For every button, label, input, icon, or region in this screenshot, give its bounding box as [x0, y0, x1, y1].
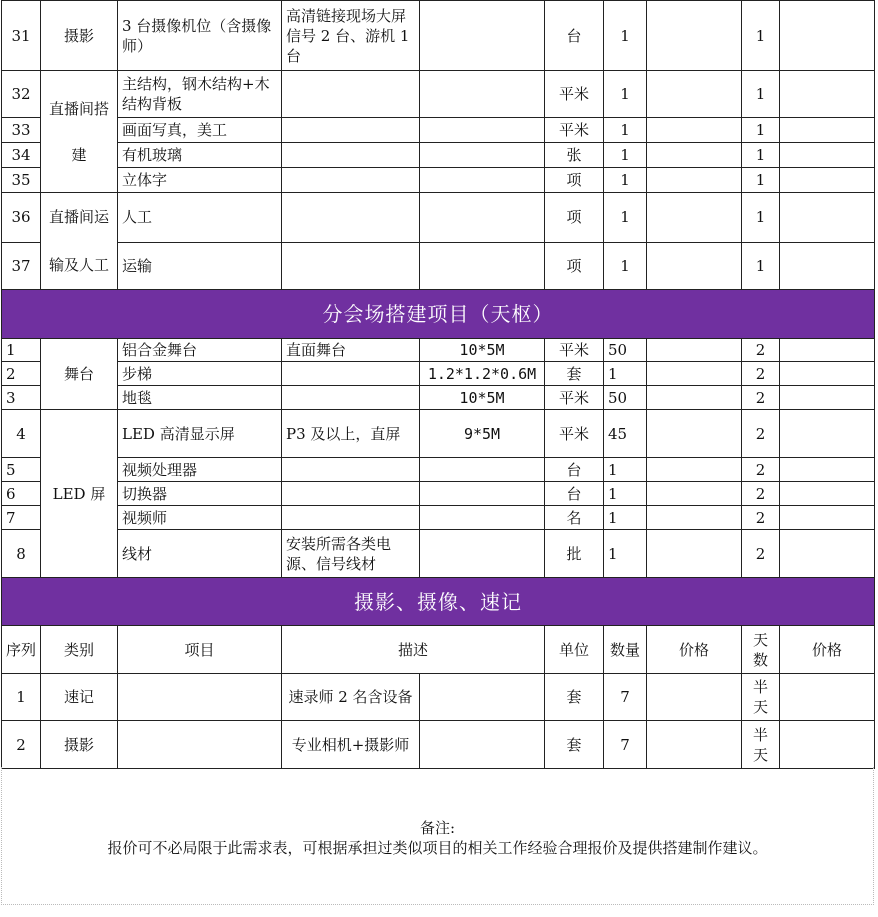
item-cell: 铝合金舞台	[118, 339, 282, 362]
quantity-cell: 1	[604, 242, 647, 289]
total-cell	[780, 362, 875, 386]
row-number: 36	[2, 193, 41, 243]
row-number: 1	[2, 339, 41, 362]
price-cell	[647, 118, 742, 143]
total-cell	[780, 674, 875, 721]
remarks-text: 报价可不必局限于此需求表，可根据承担过类似项目的相关工作经验合理报价及提供搭建制作建议。	[107, 839, 768, 857]
quantity-cell: 1	[604, 362, 647, 386]
price-cell	[647, 721, 742, 769]
description-cell: 安装所需各类电源、信号线材	[282, 530, 420, 578]
section-title: 分会场搭建项目（天枢）	[2, 290, 875, 339]
price-cell	[647, 242, 742, 289]
total-cell	[780, 168, 875, 193]
price-cell	[647, 674, 742, 721]
days-cell: 1	[742, 168, 780, 193]
header-price: 价格	[647, 626, 742, 674]
unit-cell: 平米	[545, 386, 604, 410]
row-number: 7	[2, 506, 41, 530]
unit-cell: 平米	[545, 118, 604, 143]
price-cell	[647, 458, 742, 482]
price-cell	[647, 362, 742, 386]
quantity-cell: 1	[604, 506, 647, 530]
unit-cell: 名	[545, 506, 604, 530]
item-cell: 视频处理器	[118, 458, 282, 482]
unit-cell: 张	[545, 143, 604, 168]
description-cell: P3 及以上，直屏	[282, 410, 420, 458]
spec-cell	[420, 168, 545, 193]
description-cell	[282, 386, 420, 410]
row-number: 3	[2, 386, 41, 410]
total-cell	[780, 1, 875, 71]
description-cell	[282, 362, 420, 386]
unit-cell: 项	[545, 193, 604, 243]
quantity-cell: 7	[604, 674, 647, 721]
days-cell: 1	[742, 1, 780, 71]
days-cell: 1	[742, 118, 780, 143]
table-row	[2, 339, 875, 362]
days-cell: 半天	[742, 674, 780, 721]
spec-cell	[420, 71, 545, 118]
description-cell	[282, 506, 420, 530]
price-cell	[647, 143, 742, 168]
price-cell	[647, 410, 742, 458]
row-number: 2	[2, 362, 41, 386]
table-row	[2, 1, 875, 71]
days-cell: 2	[742, 482, 780, 506]
remarks-box	[1, 767, 874, 905]
quantity-cell: 1	[604, 118, 647, 143]
unit-cell: 项	[545, 242, 604, 289]
header-unit: 单位	[545, 626, 604, 674]
row-number: 34	[2, 143, 41, 168]
days-cell: 2	[742, 339, 780, 362]
quantity-cell: 1	[604, 71, 647, 118]
spec-cell	[420, 118, 545, 143]
category-cell: LED 屏	[41, 410, 118, 578]
unit-cell: 批	[545, 530, 604, 578]
unit-cell: 套	[545, 674, 604, 721]
category-cell: 直播间运输及人工	[41, 193, 118, 290]
category-cell: 摄影	[41, 1, 118, 71]
item-cell	[118, 721, 282, 769]
unit-cell: 台	[545, 1, 604, 71]
header-number: 序列	[2, 626, 41, 674]
days-cell: 1	[742, 242, 780, 289]
spec-cell: 10*5M	[420, 386, 545, 410]
table-row	[2, 193, 875, 243]
spec-cell: 1.2*1.2*0.6M	[420, 362, 545, 386]
header-row	[2, 626, 875, 674]
spec-cell: 10*5M	[420, 339, 545, 362]
total-cell	[780, 506, 875, 530]
unit-cell: 平米	[545, 71, 604, 118]
table-row	[2, 143, 875, 168]
quantity-cell: 1	[604, 530, 647, 578]
total-cell	[780, 71, 875, 118]
table-row	[2, 530, 875, 578]
description-cell	[282, 242, 420, 289]
days-cell: 1	[742, 193, 780, 243]
description-cell	[282, 168, 420, 193]
table-row	[2, 242, 875, 289]
description-cell: 专业相机+摄影师	[282, 721, 420, 769]
quantity-cell: 1	[604, 168, 647, 193]
header-item: 项目	[118, 626, 282, 674]
unit-cell: 项	[545, 168, 604, 193]
item-cell: 地毯	[118, 386, 282, 410]
unit-cell: 平米	[545, 339, 604, 362]
description-cell: 直面舞台	[282, 339, 420, 362]
description-cell	[282, 458, 420, 482]
price-cell	[647, 482, 742, 506]
unit-cell: 套	[545, 362, 604, 386]
total-cell	[780, 386, 875, 410]
quantity-cell: 1	[604, 458, 647, 482]
quantity-cell: 50	[604, 386, 647, 410]
unit-cell: 台	[545, 458, 604, 482]
spec-cell	[420, 482, 545, 506]
total-cell	[780, 482, 875, 506]
price-cell	[647, 339, 742, 362]
header-days: 天数	[742, 626, 780, 674]
days-cell: 2	[742, 458, 780, 482]
item-cell: 有机玻璃	[118, 143, 282, 168]
table-row	[2, 482, 875, 506]
table-row	[2, 410, 875, 458]
days-cell: 2	[742, 506, 780, 530]
item-cell: 画面写真，美工	[118, 118, 282, 143]
item-cell: 线材	[118, 530, 282, 578]
table-row	[2, 386, 875, 410]
price-cell	[647, 168, 742, 193]
price-cell	[647, 1, 742, 71]
days-cell: 2	[742, 386, 780, 410]
total-cell	[780, 143, 875, 168]
category-cell: 舞台	[41, 339, 118, 410]
row-number: 32	[2, 71, 41, 118]
unit-cell: 套	[545, 721, 604, 769]
row-number: 33	[2, 118, 41, 143]
item-cell: 3 台摄像机位（含摄像师）	[118, 1, 282, 71]
total-cell	[780, 410, 875, 458]
quantity-cell: 1	[604, 1, 647, 71]
days-cell: 2	[742, 530, 780, 578]
row-number: 1	[2, 674, 41, 721]
description-cell	[282, 143, 420, 168]
header-description: 描述	[282, 626, 545, 674]
days-cell: 半天	[742, 721, 780, 769]
description-cell	[282, 118, 420, 143]
quantity-cell: 1	[604, 143, 647, 168]
spec-cell	[420, 193, 545, 243]
spec-cell	[420, 458, 545, 482]
item-cell: 视频师	[118, 506, 282, 530]
description-cell: 高清链接现场大屏信号 2 台、游机 1 台	[282, 1, 420, 71]
total-cell	[780, 193, 875, 243]
header-total: 价格	[780, 626, 875, 674]
price-cell	[647, 193, 742, 243]
spec-cell	[420, 1, 545, 71]
row-number: 8	[2, 530, 41, 578]
row-number: 2	[2, 721, 41, 769]
total-cell	[780, 721, 875, 769]
spec-cell	[420, 143, 545, 168]
row-number: 31	[2, 1, 41, 71]
item-cell: 主结构，钢木结构+木结构背板	[118, 71, 282, 118]
item-cell: 运输	[118, 242, 282, 289]
quantity-cell: 1	[604, 193, 647, 243]
price-cell	[647, 506, 742, 530]
row-number: 6	[2, 482, 41, 506]
price-cell	[647, 530, 742, 578]
category-cell: 摄影	[41, 721, 118, 769]
section-band	[2, 578, 875, 626]
quote-table	[1, 0, 875, 769]
price-cell	[647, 386, 742, 410]
table-row	[2, 506, 875, 530]
row-number: 5	[2, 458, 41, 482]
unit-cell: 平米	[545, 410, 604, 458]
remarks-title: 备注:	[419, 819, 456, 837]
row-number: 4	[2, 410, 41, 458]
table-row	[2, 118, 875, 143]
quantity-cell: 7	[604, 721, 647, 769]
table-row	[2, 721, 875, 769]
table-row	[2, 458, 875, 482]
description-cell	[282, 71, 420, 118]
table-row	[2, 362, 875, 386]
description-cell: 速录师 2 名含设备	[282, 674, 420, 721]
item-cell: 立体字	[118, 168, 282, 193]
quantity-cell: 45	[604, 410, 647, 458]
total-cell	[780, 458, 875, 482]
spec-cell	[420, 674, 545, 721]
table-row	[2, 71, 875, 118]
row-number: 35	[2, 168, 41, 193]
item-cell: 人工	[118, 193, 282, 243]
days-cell: 1	[742, 71, 780, 118]
category-cell: 速记	[41, 674, 118, 721]
total-cell	[780, 530, 875, 578]
spec-cell	[420, 506, 545, 530]
quantity-cell: 50	[604, 339, 647, 362]
header-category: 类别	[41, 626, 118, 674]
table-row	[2, 674, 875, 721]
item-cell: LED 高清显示屏	[118, 410, 282, 458]
price-cell	[647, 71, 742, 118]
item-cell: 切换器	[118, 482, 282, 506]
item-cell: 步梯	[118, 362, 282, 386]
description-cell	[282, 193, 420, 243]
table-row	[2, 168, 875, 193]
row-number: 37	[2, 242, 41, 289]
unit-cell: 台	[545, 482, 604, 506]
days-cell: 2	[742, 410, 780, 458]
quantity-cell: 1	[604, 482, 647, 506]
item-cell	[118, 674, 282, 721]
section-title: 摄影、摄像、速记	[2, 578, 875, 626]
spec-cell	[420, 242, 545, 289]
spec-cell	[420, 530, 545, 578]
spec-cell: 9*5M	[420, 410, 545, 458]
spec-cell	[420, 721, 545, 769]
header-quantity: 数量	[604, 626, 647, 674]
section-band	[2, 290, 875, 339]
category-cell: 直播间搭建	[41, 71, 118, 193]
total-cell	[780, 118, 875, 143]
days-cell: 1	[742, 143, 780, 168]
description-cell	[282, 482, 420, 506]
days-cell: 2	[742, 362, 780, 386]
total-cell	[780, 339, 875, 362]
total-cell	[780, 242, 875, 289]
